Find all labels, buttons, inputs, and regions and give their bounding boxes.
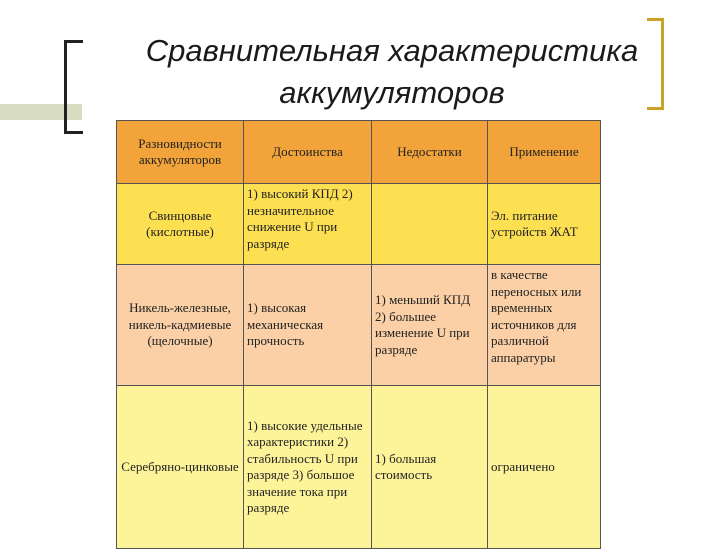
title-line-2: аккумуляторов [279,75,505,110]
header-cell-type: Разновидности аккумуляторов [117,121,244,184]
title-line-1: Сравнительная характеристика [145,33,639,68]
table-row [117,265,601,386]
cell-advantages: 1) высокие удельные характеристики 2) стабильность U при разряде 3) большое значение тока при разряде [244,386,372,549]
table-row [117,184,601,265]
comparison-table [116,120,601,549]
header-cell-application: Применение [488,121,601,184]
cell-type: Никель-железные, никель-кадмиевые (щелочные) [117,265,244,386]
header-cell-advantages: Достоинства [244,121,372,184]
comparison-table-container [116,120,600,538]
header-cell-disadvantages: Недостатки [372,121,488,184]
cell-disadvantages [372,184,488,265]
cell-application: Эл. питание устройств ЖАТ [488,184,601,265]
cell-advantages: 1) высокий КПД 2) незначительное снижение U при разряде [244,184,372,265]
slide-title [82,30,702,114]
cell-type: Свинцовые (кислотные) [117,184,244,265]
cell-disadvantages: 1) меньший КПД 2) большее изменение U при разряде [372,265,488,386]
left-bracket-decoration [64,40,83,134]
cell-application: ограничено [488,386,601,549]
cell-advantages: 1) высокая механическая прочность [244,265,372,386]
cell-type: Серебряно-цинковые [117,386,244,549]
cell-application: в качестве переносных или временных источников для различной аппаратуры [488,265,601,386]
table-header-row [117,121,601,184]
cell-disadvantages: 1) большая стоимость [372,386,488,549]
table-row [117,386,601,549]
